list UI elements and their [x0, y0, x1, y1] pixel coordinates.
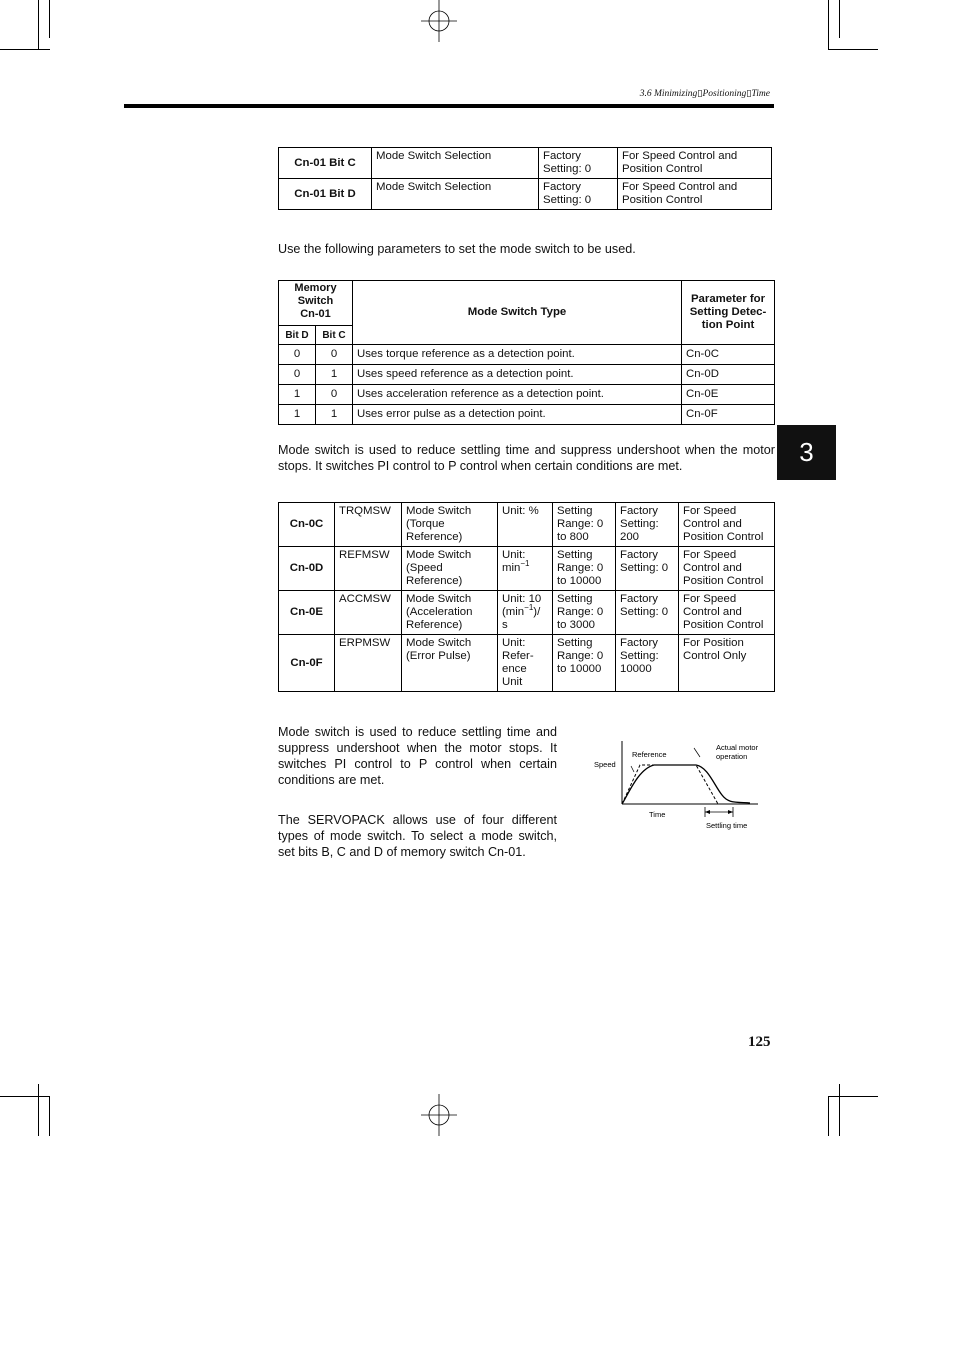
speed-time-diagram: [588, 735, 768, 835]
parameter: Cn-0C: [682, 345, 775, 365]
bit-c-value: 1: [316, 405, 353, 425]
param-id: Cn-0E: [279, 591, 335, 635]
table-header-row: [279, 281, 775, 326]
table-row: [279, 179, 772, 210]
leader-line: [631, 766, 634, 772]
unit-text: Unit: %: [502, 505, 539, 517]
usage: For Speed Control and Position Control: [618, 179, 772, 210]
param-name: Mode Switch (Error Pulse): [402, 635, 498, 692]
mode-switch-type-table: [278, 280, 775, 425]
bit-d-value: 1: [279, 405, 316, 425]
table-row: [279, 365, 775, 385]
running-head: 3.6 Minimizing▯Positioning▯Time: [639, 89, 770, 99]
crop-mark: [828, 1096, 829, 1136]
unit-text: Unit: Refer- ence Unit: [502, 637, 534, 688]
actual-label-1: Actual motor: [716, 743, 759, 752]
speed-label: Speed: [594, 760, 616, 769]
actual-label-2: operation: [716, 752, 748, 761]
setting-range: Setting Range: 0 to 800: [553, 503, 616, 547]
parameter-header: Parameter for Setting Detec- tion Point: [682, 281, 775, 345]
param-id: Cn-0D: [279, 547, 335, 591]
reference-label: Reference: [632, 750, 667, 759]
bit-d-value: 0: [279, 345, 316, 365]
param-name: Mode Switch (Torque Reference): [402, 503, 498, 547]
table-row: [279, 345, 775, 365]
crop-mark: [828, 49, 878, 50]
param-unit: [498, 503, 553, 547]
table-row: [279, 547, 775, 591]
setting-range: Setting Range: 0 to 3000: [553, 591, 616, 635]
bit-d-header: Bit D: [279, 326, 316, 345]
crop-mark: [0, 1096, 50, 1097]
bit-c-value: 0: [316, 385, 353, 405]
switch-type: Uses torque reference as a detection point.: [353, 345, 682, 365]
table-row: [279, 503, 775, 547]
bit-d-value: 0: [279, 365, 316, 385]
param-id: Cn-0F: [279, 635, 335, 692]
crop-mark: [839, 1084, 840, 1136]
param-abbr: ERPMSW: [335, 635, 402, 692]
intro-text: Use the following parameters to set the mode switch to be used.: [278, 242, 636, 256]
param-abbr: TRQMSW: [335, 503, 402, 547]
bit-d-value: 1: [279, 385, 316, 405]
parameter: Cn-0F: [682, 405, 775, 425]
table-row: [279, 405, 775, 425]
crop-mark: [38, 1084, 39, 1136]
unit-text: Unit: 10 (min: [502, 593, 542, 618]
registration-mark-bottom: [418, 1094, 460, 1136]
usage: For Speed Control and Position Control: [618, 148, 772, 179]
table-row: [279, 385, 775, 405]
param-unit: [498, 635, 553, 692]
time-label: Time: [649, 810, 666, 819]
table-row: [279, 635, 775, 692]
param-name: Mode Switch Selection: [372, 179, 539, 210]
memory-switch-header: Memory Switch Cn-01: [279, 281, 353, 326]
param-abbr: ACCMSW: [335, 591, 402, 635]
unit-tail: )/ s: [502, 606, 541, 631]
unit-exponent: −1: [520, 559, 530, 569]
crop-mark: [828, 1096, 878, 1097]
factory-setting: Factory Setting: 200: [616, 503, 679, 547]
table-row: [279, 148, 772, 179]
param-abbr: REFMSW: [335, 547, 402, 591]
param-id: Cn-01 Bit C: [279, 148, 372, 179]
arrow-icon: [728, 810, 733, 814]
parameter: Cn-0D: [682, 365, 775, 385]
usage: For Position Control Only: [679, 635, 775, 692]
param-id: Cn-0C: [279, 503, 335, 547]
crop-mark: [49, 0, 50, 38]
bit-c-value: 1: [316, 365, 353, 385]
param-unit: [498, 591, 553, 635]
table-row: [279, 591, 775, 635]
leader-line: [694, 748, 700, 757]
factory-setting: Factory Setting: 0: [539, 148, 618, 179]
param-name: Mode Switch Selection: [372, 148, 539, 179]
switch-type: Uses error pulse as a detection point.: [353, 405, 682, 425]
header-rule: [124, 104, 774, 108]
chapter-tab: 3: [777, 425, 836, 480]
factory-setting: Factory Setting: 0: [539, 179, 618, 210]
usage: For Speed Control and Position Control: [679, 591, 775, 635]
setting-range: Setting Range: 0 to 10000: [553, 635, 616, 692]
reference-curve: [622, 765, 718, 804]
mode-switch-description: Mode switch is used to reduce settling time and suppress undershoot when the motor stops. It switches PI control to P control when certain conditions are met.: [278, 443, 775, 473]
param-name: Mode Switch (Acceleration Reference): [402, 591, 498, 635]
crop-mark: [0, 49, 50, 50]
actual-motor-curve: [622, 765, 750, 804]
param-id: Cn-01 Bit D: [279, 179, 372, 210]
servopack-paragraph: The SERVOPACK allows use of four different types of mode switch. To select a mode switch, set bits B, C and D of memory switch Cn-01.: [278, 813, 557, 859]
mode-switch-paragraph: Mode switch is used to reduce settling time and suppress undershoot when the motor stops. It switches PI control to P control when certain conditions are met.: [278, 725, 557, 787]
unit-exponent: −1: [524, 603, 534, 613]
cn01-bits-table: [278, 147, 772, 210]
crop-mark: [38, 0, 39, 50]
bit-c-value: 0: [316, 345, 353, 365]
page-number: 125: [748, 1034, 771, 1050]
param-name: Mode Switch (Speed Reference): [402, 547, 498, 591]
settling-label: Settling time: [706, 821, 748, 830]
factory-setting: Factory Setting: 10000: [616, 635, 679, 692]
crop-mark: [839, 0, 840, 38]
mode-switch-parameter-table: [278, 502, 775, 692]
switch-type: Uses speed reference as a detection point.: [353, 365, 682, 385]
parameter: Cn-0E: [682, 385, 775, 405]
mode-switch-type-header: Mode Switch Type: [353, 281, 682, 345]
factory-setting: Factory Setting: 0: [616, 547, 679, 591]
usage: For Speed Control and Position Control: [679, 503, 775, 547]
registration-mark-top: [418, 0, 460, 42]
unit-text: Unit: min: [502, 549, 526, 574]
arrow-icon: [705, 810, 710, 814]
setting-range: Setting Range: 0 to 10000: [553, 547, 616, 591]
switch-type: Uses acceleration reference as a detection point.: [353, 385, 682, 405]
param-unit: [498, 547, 553, 591]
crop-mark: [49, 1096, 50, 1136]
crop-mark: [828, 0, 829, 50]
factory-setting: Factory Setting: 0: [616, 591, 679, 635]
usage: For Speed Control and Position Control: [679, 547, 775, 591]
bit-c-header: Bit C: [316, 326, 353, 345]
